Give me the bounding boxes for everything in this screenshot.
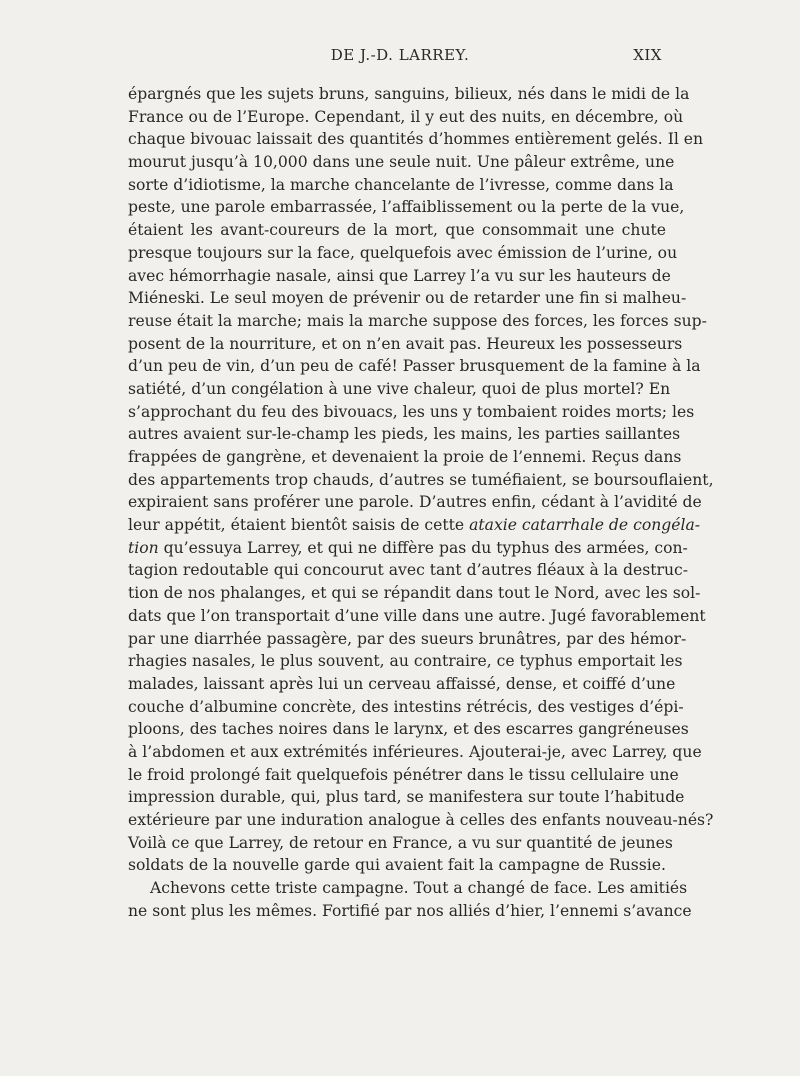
text-line [128,537,688,560]
text-line [128,128,704,151]
text-line [128,854,666,877]
text-line [128,900,692,923]
text-line [128,106,684,129]
text-segment: Miéneski. Le seul moyen de prévenir ou de retarder une fin si malheu- [128,289,687,308]
text-segment: reuse était la marche; mais la marche suppose des forces, les forces sup- [128,311,707,330]
text-segment: soldats de la nouvelle garde qui avaient fait la campagne de Russie. [128,856,666,875]
body-text [128,83,714,922]
text-line [128,673,676,696]
text-segment: qu’essuya Larrey, et qui ne diffère pas du typhus des armées, con- [158,538,688,557]
text-line [128,514,701,537]
text-line [128,287,687,310]
text-line [128,401,695,424]
text-segment: extérieure par une induration analogue à celles des enfants nouveau-nés? [128,811,714,829]
text-segment: d’un peu de vin, d’un peu de café! Passer brusquement de la famine à la [128,357,701,376]
text-segment: posent de la nourriture, et on n’en avait pas. Heureux les possesseurs [128,334,683,353]
text-segment: sorte d’idiotisme, la marche chancelante de l’ivresse, comme dans la [128,175,674,194]
text-segment: autres avaient sur-le-champ les pieds, les mains, les parties saillantes [128,425,681,444]
text-line [128,628,687,651]
text-line [128,741,702,764]
page-number: XIX [633,46,662,64]
text-segment: tagion redoutable qui concourut avec tant d’autres fléaux à la destruc- [128,561,688,580]
text-line [128,582,701,605]
text-segment: malades, laissant après lui un cerveau affaissé, dense, et coiffé d’une [128,674,676,693]
text-line [128,242,678,265]
text-line [128,696,684,719]
text-segment: Achevons cette triste campagne. Tout a changé de face. Les amitiés [150,879,688,898]
text-line [128,265,671,288]
text-segment: le froid prolongé fait quelquefois pénétrer dans le tissu cellulaire une [128,765,679,784]
text-segment: à l’abdomen et aux extrémités inférieures. Ajouterai-je, avec Larrey, que [128,742,702,761]
italic-segment: tion [128,538,159,557]
text-line [128,559,688,582]
text-line [128,650,683,673]
text-segment: frappées de gangrène, et devenaient la proie de l’ennemi. Reçus dans [128,448,682,466]
text-segment: impression durable, qui, plus tard, se manifestera sur toute l’habitude [128,788,685,807]
italic-segment: ataxie catarrhale de congéla- [469,516,701,535]
text-segment: tion de nos phalanges, et qui se répandit dans tout le Nord, avec les sol- [128,584,701,603]
text-line [128,605,706,628]
text-line [128,832,673,855]
text-segment: étaient les avant-coureurs de la mort, que consommait une chute [128,221,666,240]
text-segment: chaque bivouac laissait des quantités d’hommes entièrement gelés. Il en [128,130,704,149]
text-segment: par une diarrhée passagère, par des sueurs brunâtres, par des hémor- [128,629,687,648]
text-segment: satiété, d’un congélation à une vive chaleur, quoi de plus mortel? En [128,379,671,398]
text-line [128,786,685,809]
text-line [128,718,689,741]
text-segment: France ou de l’Europe. Cependant, il y eut des nuits, en décembre, où [128,107,684,126]
text-line [128,333,683,356]
text-segment: presque toujours sur la face, quelquefois avec émission de l’urine, ou [128,243,678,262]
text-segment: leur appétit, étaient bientôt saisis de cette [128,516,470,535]
text-line [128,355,701,378]
text-segment: avec hémorrhagie nasale, ainsi que Larrey l’a vu sur les hauteurs de [128,266,671,285]
text-segment: Voilà ce que Larrey, de retour en France, a vu sur quantité de jeunes [128,833,673,852]
text-line [128,809,714,832]
page-header [0,46,800,70]
text-line [128,174,674,197]
text-line [128,764,679,787]
text-segment: dats que l’on transportait d’une ville dans une autre. Jugé favorablement [128,606,706,625]
text-line [128,423,681,446]
text-segment: peste, une parole embarrassée, l’affaiblissement ou la perte de la vue, [128,198,685,217]
text-line [128,446,682,469]
text-line [128,877,688,900]
text-line [128,378,671,401]
text-segment: épargnés que les sujets bruns, sanguins, bilieux, nés dans le midi de la [128,85,690,103]
text-line [128,83,690,106]
text-line [128,310,707,333]
text-line [128,469,714,492]
running-title: DE J.-D. LARREY. [330,46,470,64]
text-segment: des appartements trop chauds, d’autres se tuméfiaient, se boursouflaient, [128,470,714,489]
text-segment: s’approchant du feu des bivouacs, les uns y tombaient roides morts; les [128,402,695,421]
text-segment: couche d’albumine concrète, des intestins rétrécis, des vestiges d’épi- [128,697,684,716]
text-segment: ploons, des taches noires dans le larynx, et des escarres gangréneuses [128,720,689,739]
text-line [128,219,666,242]
text-segment: mourut jusqu’à 10,000 dans une seule nuit. Une pâleur extrême, une [128,153,675,172]
text-line [128,491,702,514]
text-line [128,196,685,219]
text-line [128,151,675,174]
text-segment: expiraient sans proférer une parole. D’autres enfin, cédant à l’avidité de [128,493,702,512]
text-segment: ne sont plus les mêmes. Fortifié par nos alliés d’hier, l’ennemi s’avance [128,901,692,920]
text-segment: rhagies nasales, le plus souvent, au contraire, ce typhus emportait les [128,652,683,671]
